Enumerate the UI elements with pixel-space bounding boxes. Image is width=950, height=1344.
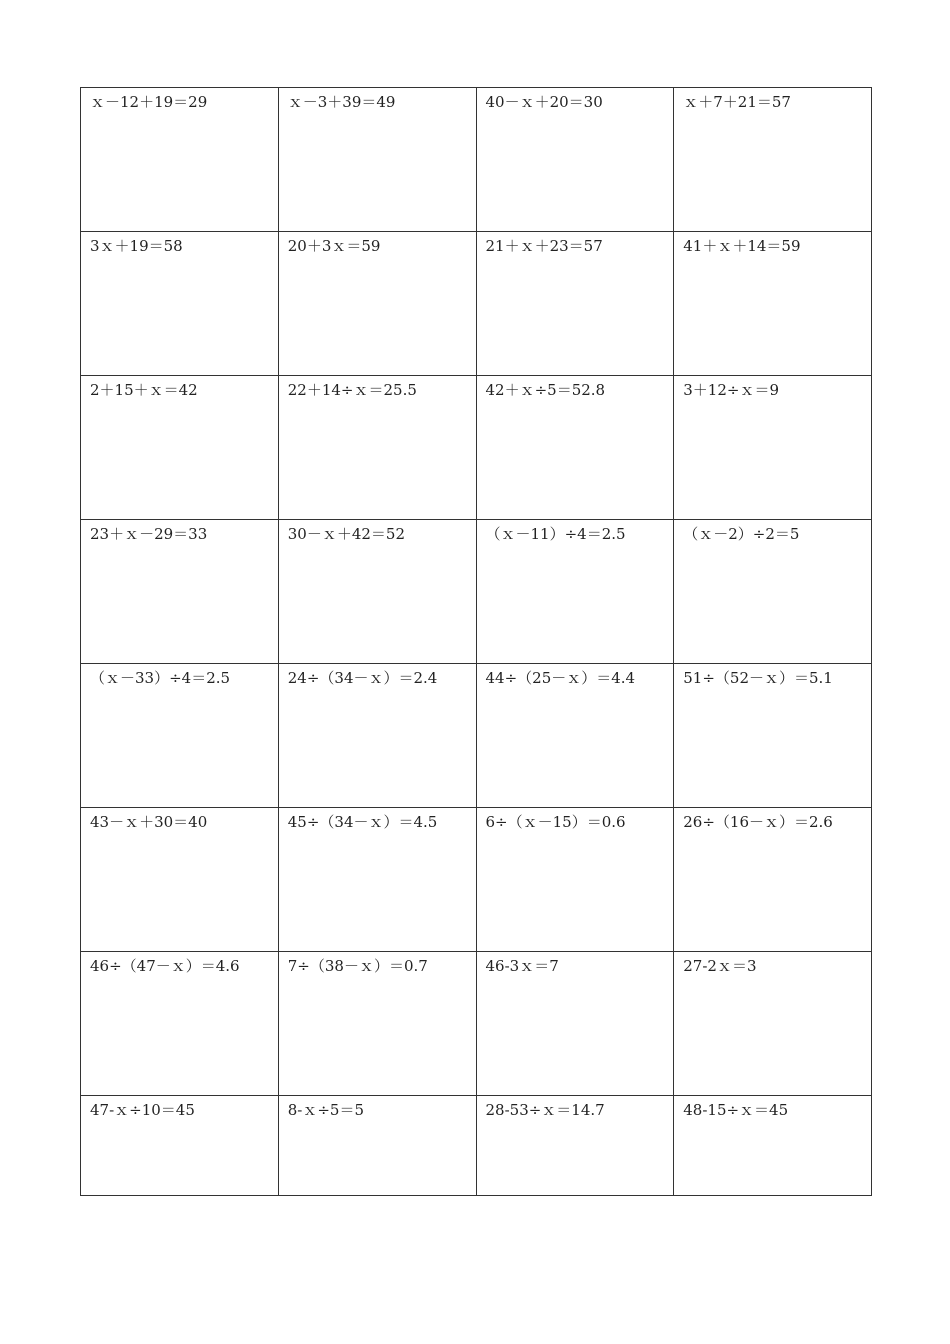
equation-cell: 21＋ｘ＋23＝57 xyxy=(476,232,674,376)
table-row xyxy=(81,808,872,952)
table-row xyxy=(81,520,872,664)
table-row xyxy=(81,232,872,376)
equation-cell: 24÷（34－ｘ）＝2.4 xyxy=(278,664,476,808)
equation-cell: 43－ｘ＋30＝40 xyxy=(81,808,279,952)
equation-cell: 44÷（25－ｘ）＝4.4 xyxy=(476,664,674,808)
equation-cell: 51÷（52－ｘ）＝5.1 xyxy=(674,664,872,808)
equation-cell: 40－ｘ＋20＝30 xyxy=(476,88,674,232)
equation-cell: 7÷（38－ｘ）＝0.7 xyxy=(278,952,476,1096)
equation-cell: 47-ｘ÷10＝45 xyxy=(81,1096,279,1196)
table-row xyxy=(81,1096,872,1196)
equation-cell: ｘ＋7＋21＝57 xyxy=(674,88,872,232)
table-row xyxy=(81,88,872,232)
equation-cell: 2＋15＋ｘ＝42 xyxy=(81,376,279,520)
equation-cell: 28-53÷ｘ＝14.7 xyxy=(476,1096,674,1196)
table-row xyxy=(81,952,872,1096)
equation-cell: 46÷（47－ｘ）＝4.6 xyxy=(81,952,279,1096)
equation-cell: （ｘ－33）÷4＝2.5 xyxy=(81,664,279,808)
equation-cell: 46-3ｘ＝7 xyxy=(476,952,674,1096)
equation-cell: （ｘ－11）÷4＝2.5 xyxy=(476,520,674,664)
equation-cell: 20＋3ｘ＝59 xyxy=(278,232,476,376)
table-row xyxy=(81,376,872,520)
equation-cell: 22＋14÷ｘ＝25.5 xyxy=(278,376,476,520)
equation-cell: 45÷（34－ｘ）＝4.5 xyxy=(278,808,476,952)
table-row xyxy=(81,664,872,808)
equation-cell: （ｘ－2）÷2＝5 xyxy=(674,520,872,664)
equation-cell: 30－ｘ＋42＝52 xyxy=(278,520,476,664)
equation-worksheet-table xyxy=(80,87,872,1196)
equation-cell: 48-15÷ｘ＝45 xyxy=(674,1096,872,1196)
equation-cell: 26÷（16－ｘ）＝2.6 xyxy=(674,808,872,952)
equation-cell: 3＋12÷ｘ＝9 xyxy=(674,376,872,520)
equation-cell: ｘ－12＋19＝29 xyxy=(81,88,279,232)
equation-cell: ｘ－3＋39＝49 xyxy=(278,88,476,232)
equation-cell: 3ｘ＋19＝58 xyxy=(81,232,279,376)
equation-cell: 6÷（ｘ－15）＝0.6 xyxy=(476,808,674,952)
equation-cell: 27-2ｘ＝3 xyxy=(674,952,872,1096)
equation-cell: 23＋ｘ－29＝33 xyxy=(81,520,279,664)
equation-cell: 8-ｘ÷5＝5 xyxy=(278,1096,476,1196)
equation-cell: 41＋ｘ＋14＝59 xyxy=(674,232,872,376)
equation-cell: 42＋ｘ÷5＝52.8 xyxy=(476,376,674,520)
